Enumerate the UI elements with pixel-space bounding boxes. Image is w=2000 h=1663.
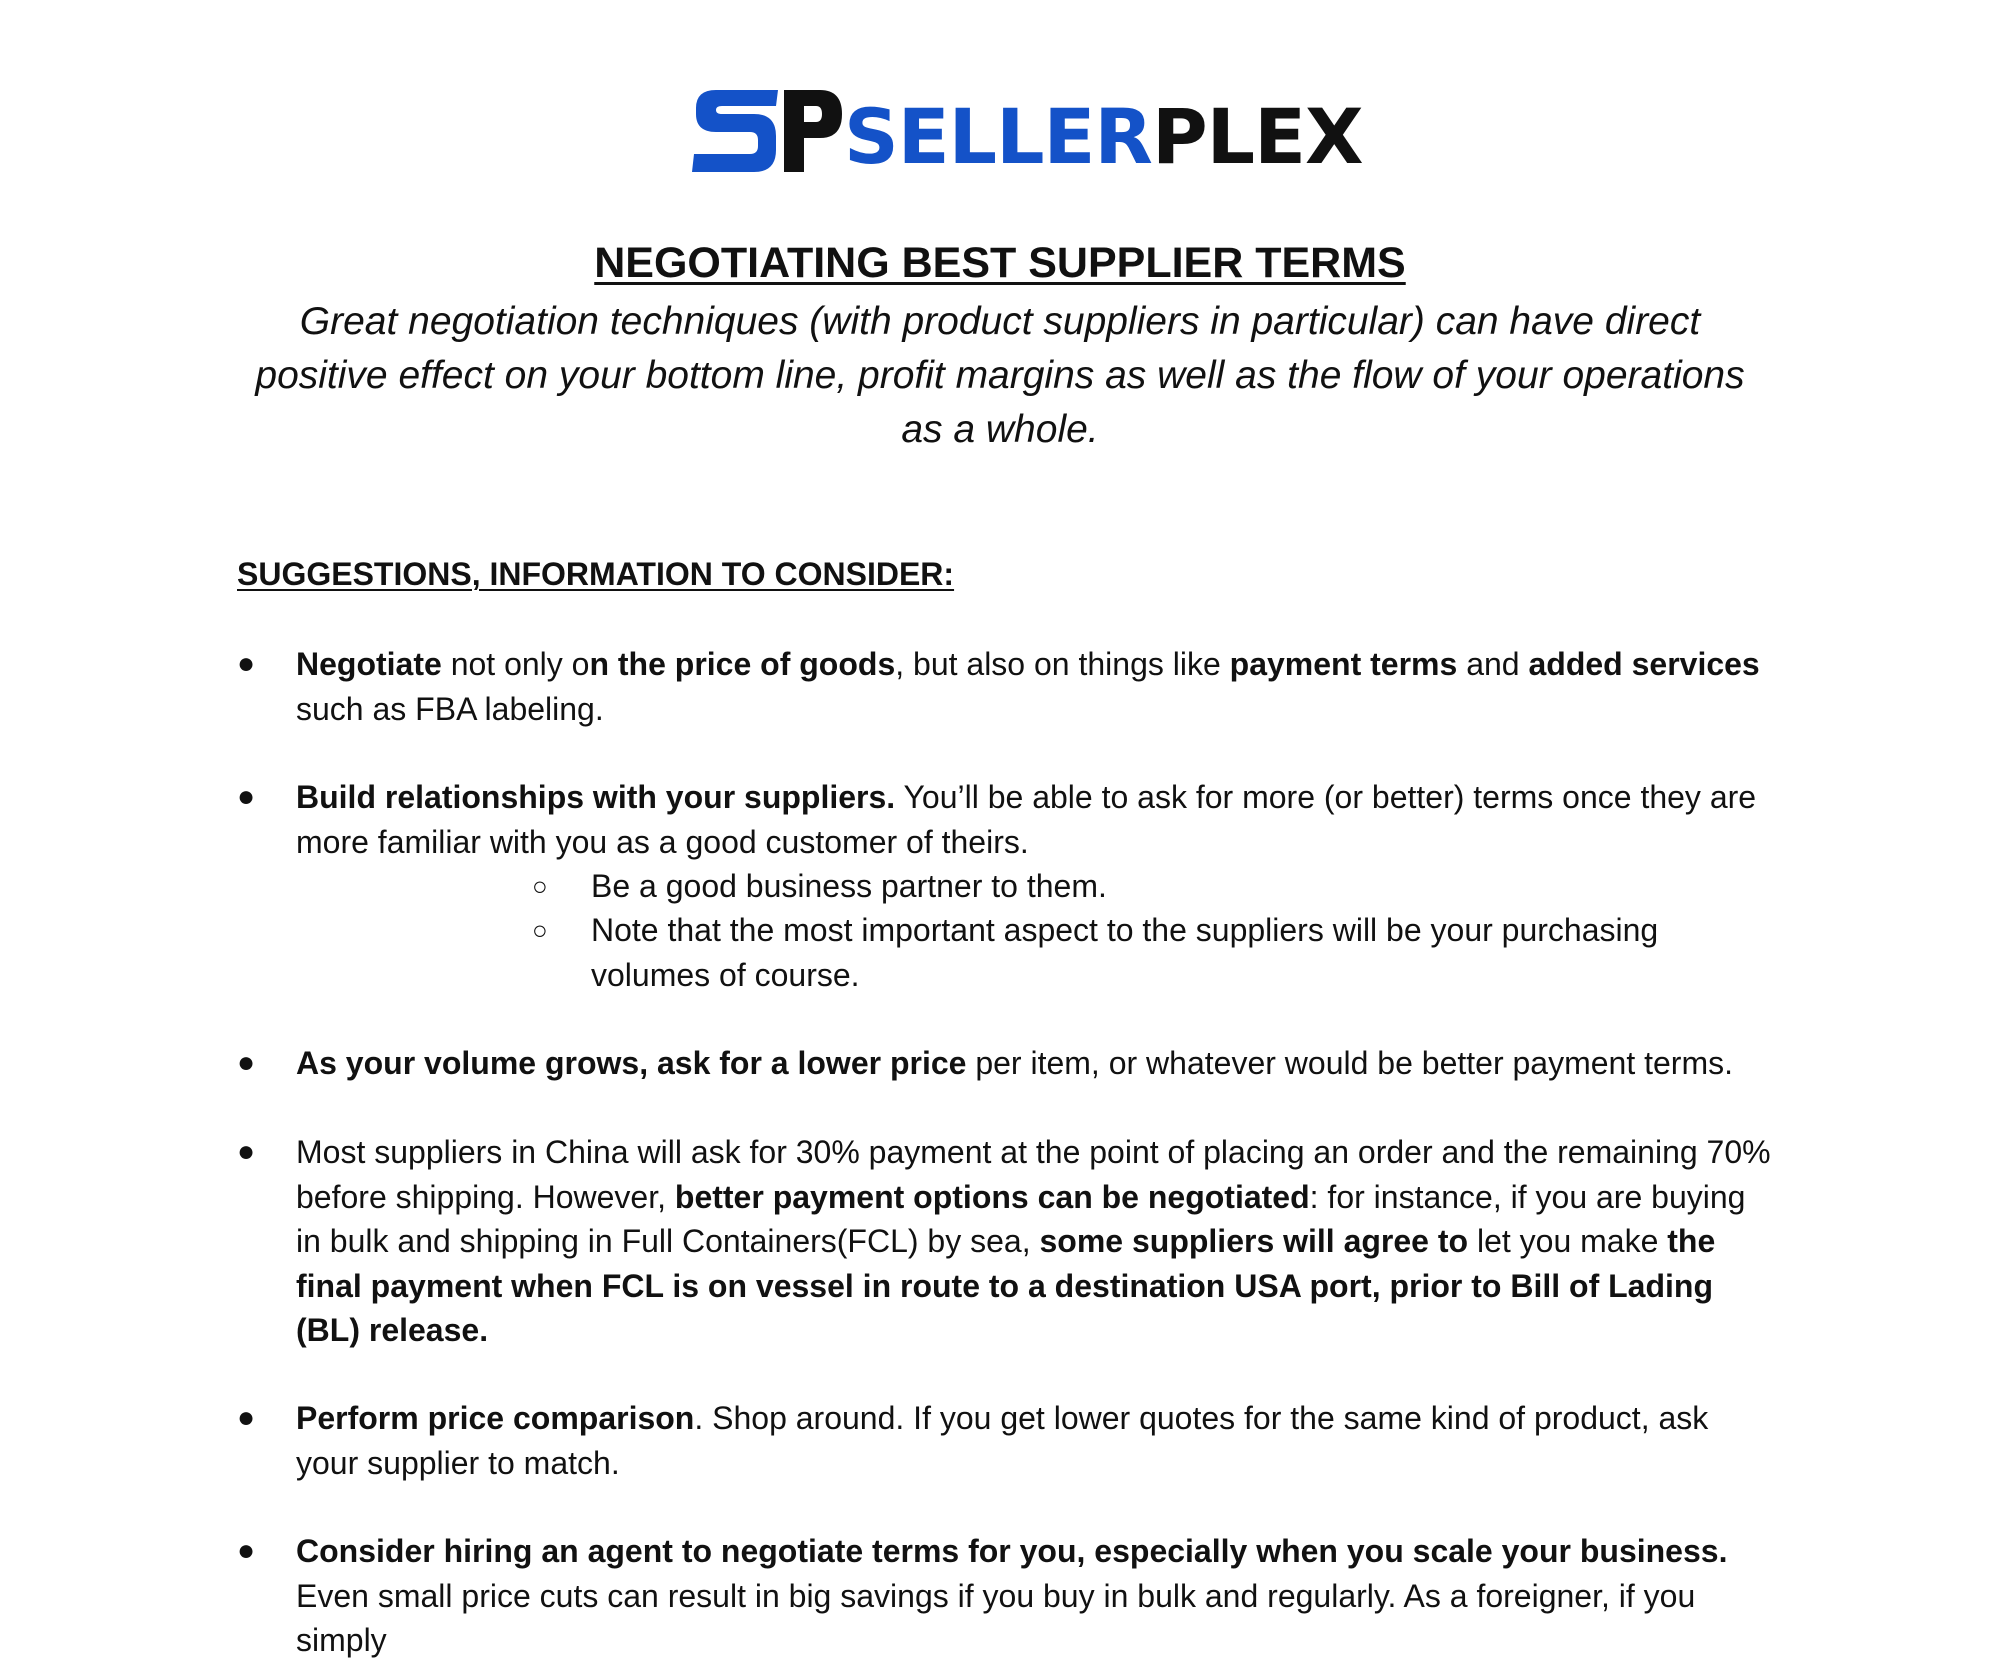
bullet-marker: ● [237, 780, 256, 813]
sp-logo-mark-icon [692, 84, 842, 180]
bullet-marker: ● [237, 1046, 256, 1079]
list-item-text [296, 1130, 1776, 1353]
text-run: Most suppliers in China will ask for 30% payment at the point of placing an order and the remaining 70% before shipping. However, [296, 1134, 1771, 1215]
bullet-marker: ● [237, 1135, 256, 1168]
text-run: not only o [441, 646, 590, 682]
text-run: , but also on things like [895, 646, 1230, 682]
logo-word-plex: PLEX [1151, 92, 1363, 181]
list-item-text [296, 775, 1776, 864]
bold-phrase: Negotiate [296, 646, 442, 682]
list-item-text [296, 1396, 1776, 1485]
sub-bullet-marker: ○ [532, 871, 548, 901]
text-run: and [1457, 646, 1529, 682]
text-run: You’ll be able to ask for more (or better) terms once they are more familiar with you as a good customer of theirs. [296, 779, 1757, 860]
logo-wordmark [844, 94, 1363, 180]
list-item-text [296, 642, 1776, 731]
sub-list-item-text: Be a good business partner to them. [591, 868, 1107, 904]
text-run: : for instance, if you are buying in bulk and shipping in Full Containers(FCL) by sea, [296, 1178, 1746, 1259]
section-heading: SUGGESTIONS, INFORMATION TO CONSIDER: [237, 556, 955, 592]
text-run: Even small price cuts can result in big savings if you buy in bulk and regularly. As a foreigner, if you simply [296, 1577, 1696, 1658]
bold-phrase: n the price of goods [589, 646, 896, 682]
bold-phrase: the final payment when FCL is on vessel in route to a destination USA port, prior to Bill of Lading (BL) release. [296, 1223, 1716, 1348]
list-item-text [296, 1041, 1776, 1086]
bold-phrase: added services [1528, 646, 1760, 682]
bold-phrase: Perform price comparison [296, 1400, 695, 1436]
bullet-marker: ● [237, 1534, 256, 1567]
bullet-marker: ● [237, 1401, 256, 1434]
intro-paragraph: Great negotiation techniques (with product suppliers in particular) can have direct positive effect on your bottom line, profit margins as well as the flow of your operations as a whole. [255, 300, 1745, 451]
sub-list-item-text: Note that the most important aspect to the suppliers will be your purchasing volumes of course. [591, 912, 1659, 993]
bullet-marker: ● [237, 647, 256, 680]
logo-word-seller: SELLER [844, 92, 1152, 181]
text-run: per item, or whatever would be better payment terms. [966, 1045, 1733, 1081]
bold-phrase: Build relationships with your suppliers. [296, 779, 896, 815]
bold-phrase: Consider hiring an agent to negotiate terms for you, especially when you scale your business. [296, 1533, 1728, 1569]
bold-phrase: As your volume grows, ask for a lower price [296, 1045, 967, 1081]
sub-bullet-marker: ○ [532, 915, 548, 945]
text-run: let you make [1468, 1223, 1668, 1259]
text-run: . Shop around. If you get lower quotes for the same kind of product, ask your supplier to match. [296, 1400, 1709, 1481]
text-run: such as FBA labeling. [296, 690, 604, 727]
bold-phrase: some suppliers will agree to [1039, 1223, 1469, 1259]
document-title: NEGOTIATING BEST SUPPLIER TERMS [594, 239, 1406, 287]
bold-phrase: payment terms [1229, 646, 1458, 682]
list-item-text [296, 1529, 1776, 1663]
bold-phrase: better payment options can be negotiated [674, 1178, 1310, 1215]
sellerplex-logo [692, 84, 1363, 181]
